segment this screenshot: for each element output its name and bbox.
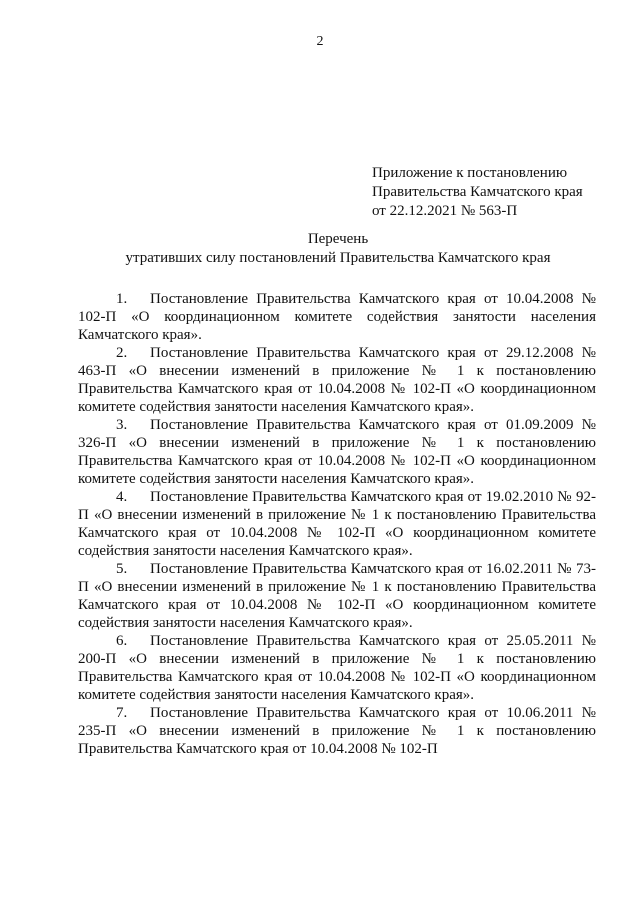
- appendix-line: от 22.12.2021 № 563-П: [372, 203, 518, 219]
- list-item: [78, 344, 596, 416]
- item-text: Постановление Правительства Камчатского края от 19.02.2010 № 92-П «О внесении изменений в приложение № 1 к постановлению Правительства Камчатского края от 10.04.2008 № 102-П «О координационном комитете содействия занятости населения Камчатского края».: [78, 489, 596, 559]
- item-text: Постановление Правительства Камчатского края от 29.12.2008 № 463-П «О внесении изменений в приложение № 1 к постановлению Правительства Камчатского края от 10.04.2008 № 102-П «О координационном комитете содействия занятости населения Камчатского края».: [78, 345, 596, 415]
- item-text: Постановление Правительства Камчатского края от 10.04.2008 № 102-П «О координационном комитете содействия занятости населения Камчатского края».: [78, 291, 596, 343]
- item-text: Постановление Правительства Камчатского края от 25.05.2011 № 200-П «О внесении изменений в приложение № 1 к постановлению Правительства Камчатского края от 10.04.2008 № 102-П «О координационном комитете содействия занятости населения Камчатского края».: [78, 633, 596, 703]
- list-item: [78, 416, 596, 488]
- list-item: [78, 290, 596, 344]
- list-item: [78, 560, 596, 632]
- item-number: 6.: [116, 633, 128, 649]
- item-number: 5.: [116, 561, 128, 577]
- item-text: Постановление Правительства Камчатского края от 10.06.2011 № 235-П «О внесении изменений в приложение № 1 к постановлению Правительства Камчатского края от 10.04.2008 № 102-П: [78, 705, 596, 757]
- item-text: Постановление Правительства Камчатского края от 01.09.2009 № 326-П «О внесении изменений в приложение № 1 к постановлению Правительства Камчатского края от 10.04.2008 № 102-П «О координационном комитете содействия занятости населения Камчатского края».: [78, 417, 596, 487]
- heading-subtitle: утративших силу постановлений Правительства Камчатского края: [125, 250, 551, 266]
- item-number: 1.: [116, 291, 128, 307]
- list-item: [78, 488, 596, 560]
- appendix-line: Правительства Камчатского края: [372, 184, 583, 200]
- appendix-note: [372, 164, 583, 221]
- heading-title: Перечень: [307, 231, 369, 247]
- item-number: 4.: [116, 489, 128, 505]
- item-text: Постановление Правительства Камчатского края от 16.02.2011 № 73-П «О внесении изменений в приложение № 1 к постановлению Правительства Камчатского края от 10.04.2008 № 102-П «О координационном комитете содействия занятости населения Камчатского края».: [78, 561, 596, 631]
- appendix-line: Приложение к постановлению: [372, 165, 568, 181]
- item-number: 2.: [116, 345, 128, 361]
- document-heading: [78, 230, 598, 268]
- item-number: 3.: [116, 417, 128, 433]
- list-item: [78, 704, 596, 758]
- list-item: [78, 632, 596, 704]
- item-number: 7.: [116, 705, 128, 721]
- page-number: 2: [316, 34, 324, 49]
- repealed-decrees-list: [78, 290, 596, 758]
